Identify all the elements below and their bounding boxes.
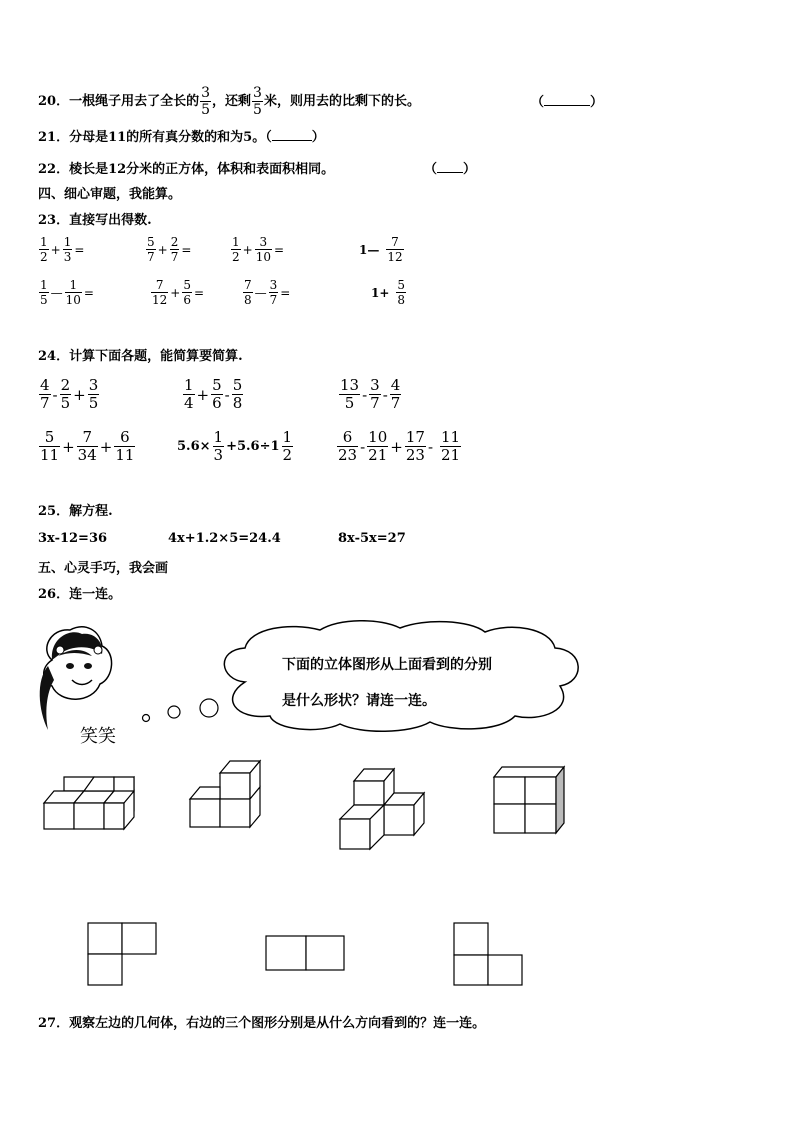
equation-1: 3x-12=36	[38, 531, 108, 546]
view-shape-1	[88, 923, 156, 985]
view-shape-3	[454, 923, 522, 985]
q24-expr-4: $\frac{5}{11}$ + $\frac{7}{34}$ + $\frac{6}{11}$	[40, 428, 135, 464]
question-24-title: 24．计算下面各题，能简算要简算.	[38, 349, 243, 364]
question-25-title: 25．解方程.	[38, 504, 113, 519]
fraction: $\frac{3}{5}$	[201, 85, 211, 118]
solid-4	[494, 767, 564, 833]
answer-blank-22[interactable]: （ ）	[424, 162, 477, 177]
solids-row	[40, 755, 600, 865]
thought-cloud	[224, 621, 578, 732]
question-22: 22．棱长是12分米的正方体，体积和表面积相同。	[38, 162, 335, 177]
girl-name-label: 笑笑	[80, 726, 116, 747]
fraction: $\frac{3}{5}$	[253, 85, 262, 118]
solid-2	[190, 761, 260, 827]
thought-bubble-medium	[168, 706, 180, 718]
q23-item-5: $\frac{1}{5}$ — $\frac{1}{10}$ =	[40, 278, 94, 307]
solid-1	[44, 777, 134, 829]
views-row	[80, 915, 540, 995]
section-5-heading: 五、心灵手巧，我会画	[38, 561, 169, 576]
question-21: 21．分母是11的所有真分数的和为5。（ ）	[38, 130, 325, 145]
cloud-text-line-1: 下面的立体图形从上面看到的分别	[282, 657, 492, 673]
equation-2: 4x+1.2×5=24.4	[168, 531, 281, 546]
section-4-heading: 四、细心审题，我能算。	[38, 187, 182, 202]
question-23-title: 23．直接写出得数.	[38, 213, 152, 228]
girl-avatar	[40, 627, 112, 730]
view-shape-2	[266, 936, 344, 970]
question-27: 27．观察左边的几何体，右边的三个图形分别是从什么方向看到的？连一连。	[38, 1016, 486, 1031]
thought-bubble-large	[200, 699, 218, 717]
equation-3: 8x-5x=27	[338, 531, 406, 546]
answer-blank-21[interactable]	[272, 140, 312, 141]
solid-3	[340, 769, 424, 849]
q23-item-4: 1— $\frac{7}{12}$	[359, 235, 403, 264]
q24-expr-6: $\frac{6}{23}$ - $\frac{10}{21}$ + $\frac{17}{23}$ - $\frac{11}{21}$	[338, 428, 461, 464]
q23-item-6: $\frac{7}{12}$ + $\frac{5}{6}$ =	[152, 278, 205, 307]
question-20: 20．一根绳子用去了全长的 $\frac{3}{5}$ ，还剩 $\frac{3}{5}$ 米，则用去的比剩下的长。	[38, 85, 420, 118]
q23-item-7: $\frac{7}{8}$ — $\frac{3}{7}$ =	[244, 278, 291, 307]
question-26-title: 26．连一连。	[38, 587, 122, 602]
q24-expr-1: $\frac{4}{7}$ - $\frac{2}{5}$ + $\frac{3}{5}$	[40, 376, 99, 412]
q24-expr-5: 5.6× $\frac{1}{3}$ +5.6÷1 $\frac{1}{2}$	[177, 428, 293, 464]
thought-bubble-small	[143, 715, 150, 722]
answer-blank-20[interactable]: （ ）	[531, 95, 604, 110]
q24-expr-2: $\frac{1}{4}$ + $\frac{5}{6}$ - $\frac{5}{8}$	[184, 376, 243, 412]
q23-item-8: 1+ $\frac{5}{8}$	[371, 278, 406, 307]
q23-item-1: $\frac{1}{2}$ + $\frac{1}{3}$ =	[40, 235, 85, 264]
q23-item-3: $\frac{1}{2}$ + $\frac{3}{10}$ =	[232, 235, 285, 264]
cloud-text-line-2: 是什么形状？请连一连。	[282, 693, 436, 709]
q24-expr-3: $\frac{13}{5}$ - $\frac{3}{7}$ - $\frac{4}{7}$	[340, 376, 401, 412]
q23-item-2: $\frac{5}{7}$ + $\frac{2}{7}$ =	[147, 235, 192, 264]
